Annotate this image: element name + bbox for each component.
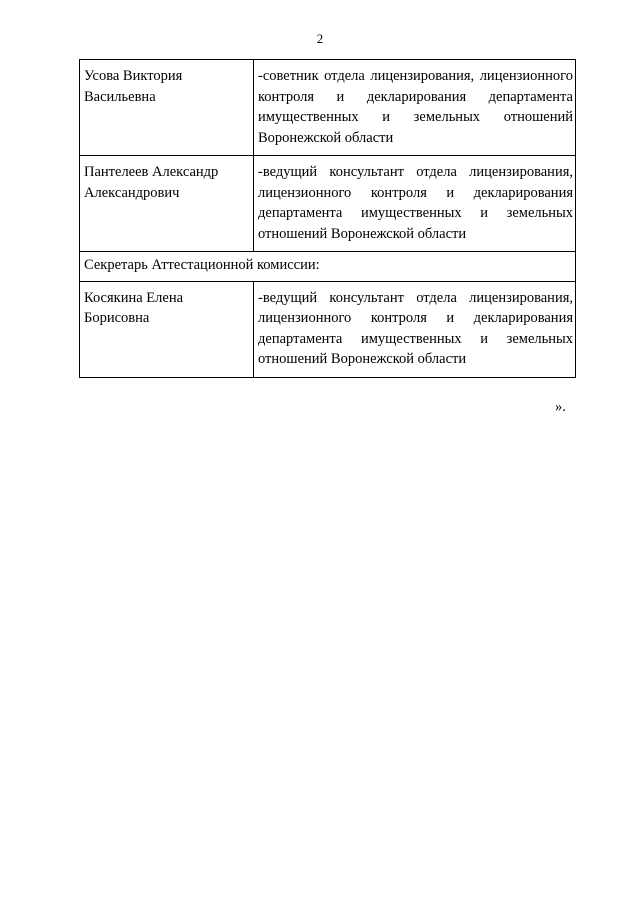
secretary-header: Секретарь Аттестационной комиссии: bbox=[80, 252, 576, 282]
member-position: -ведущий консультант отдела лицензирования, лицензионного контроля и декларирования департамента имущественных и земельных отношений Воронежской области bbox=[254, 281, 576, 377]
member-name: Усова Виктория Васильевна bbox=[80, 60, 254, 156]
commission-members-table bbox=[79, 59, 576, 378]
member-position: -ведущий консультант отдела лицензирования, лицензионного контроля и декларирования департамента имущественных и земельных отношений Воронежской области bbox=[254, 156, 576, 252]
section-row bbox=[80, 252, 576, 282]
closing-quote-mark: ». bbox=[555, 399, 566, 415]
member-name: Косякина Елена Борисовна bbox=[80, 281, 254, 377]
table-row bbox=[80, 281, 576, 377]
table-row bbox=[80, 60, 576, 156]
member-name: Пантелеев Александр Александрович bbox=[80, 156, 254, 252]
page-number: 2 bbox=[316, 31, 324, 46]
table-row bbox=[80, 156, 576, 252]
member-position: -советник отдела лицензирования, лицензионного контроля и декларирования департамента имущественных и земельных отношений Воронежской области bbox=[254, 60, 576, 156]
